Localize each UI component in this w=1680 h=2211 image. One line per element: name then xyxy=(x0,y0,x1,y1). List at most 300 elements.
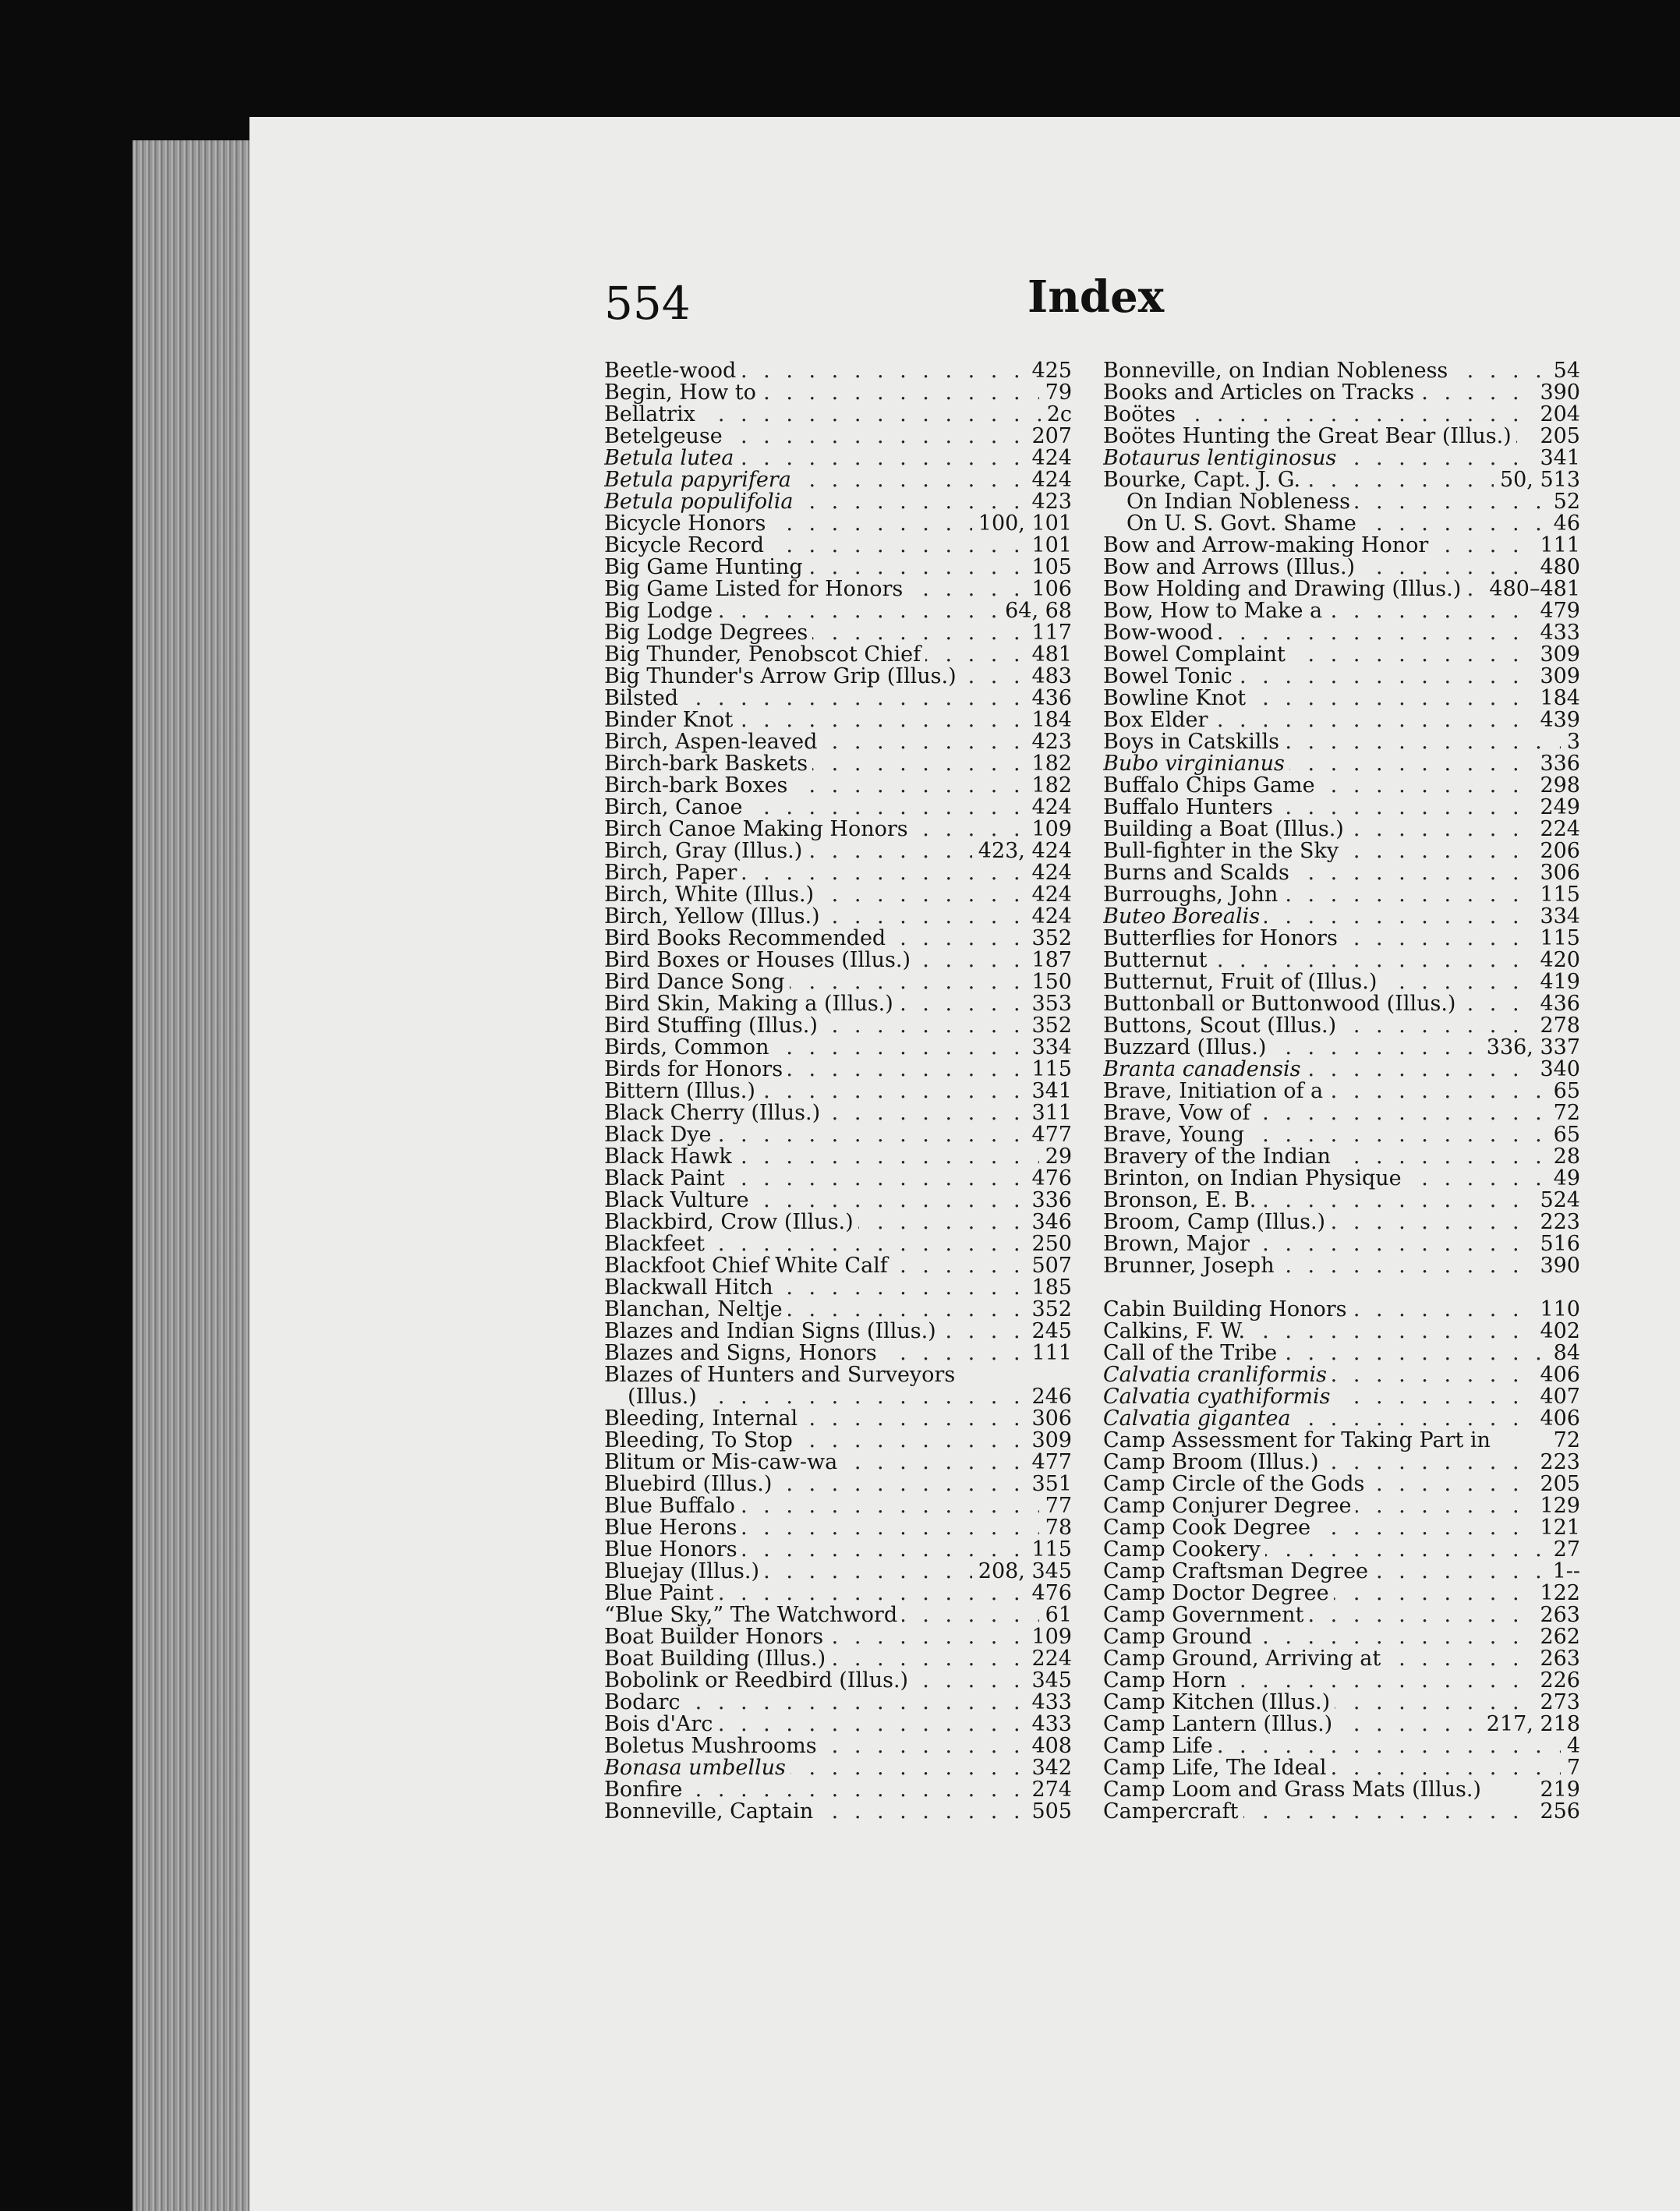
index-pages: 72 xyxy=(1547,1430,1580,1452)
index-term: Bonfire xyxy=(604,1779,687,1801)
index-term: Bodarc xyxy=(604,1692,685,1714)
index-term: Boat Building (Illus.) xyxy=(604,1648,830,1670)
index-entry xyxy=(604,513,1072,535)
index-pages: 476 xyxy=(1025,1583,1072,1604)
index-pages: 185 xyxy=(1025,1277,1072,1299)
index-entry xyxy=(604,775,1072,797)
index-term: Camp Lantern (Illus.) xyxy=(1103,1714,1337,1735)
index-entry xyxy=(1103,1299,1580,1321)
index-entry xyxy=(604,1626,1072,1648)
index-entry xyxy=(604,819,1072,840)
index-entry xyxy=(1103,1626,1580,1648)
index-pages: 352 xyxy=(1025,1015,1072,1037)
index-term: Blue Paint xyxy=(604,1583,718,1604)
index-entry xyxy=(604,1102,1072,1124)
index-term: Black Vulture xyxy=(604,1190,754,1212)
index-entry xyxy=(604,840,1072,862)
index-term: Bowel Complaint xyxy=(1103,644,1290,666)
index-pages: 115 xyxy=(1533,928,1580,950)
index-entry xyxy=(604,1321,1072,1343)
book-page-edge xyxy=(133,140,257,2211)
index-pages: 423 xyxy=(1025,731,1072,753)
index-term: Camp Broom (Illus.) xyxy=(1103,1452,1324,1473)
index-entry xyxy=(1103,1604,1580,1626)
index-entry xyxy=(1103,1386,1580,1408)
index-term: Bird Skin, Making a (Illus.) xyxy=(604,993,898,1015)
index-term: Butternut xyxy=(1103,950,1211,971)
index-term: Birch-bark Boxes xyxy=(604,775,792,797)
index-term: Betula populifolia xyxy=(604,491,798,513)
index-entry xyxy=(604,906,1072,928)
index-pages: 219 xyxy=(1533,1779,1580,1801)
index-term: Big Lodge xyxy=(604,600,717,622)
index-term: Bull-fighter in the Sky xyxy=(1103,840,1343,862)
index-pages: 483 xyxy=(1025,666,1072,688)
index-term: Cabin Building Honors xyxy=(1103,1299,1352,1321)
index-term: Campercraft xyxy=(1103,1801,1243,1823)
index-pages: 184 xyxy=(1533,688,1580,709)
index-pages: 479 xyxy=(1533,600,1580,622)
index-entry xyxy=(1103,1561,1580,1583)
index-entry xyxy=(604,884,1072,906)
index-term: Bicycle Record xyxy=(604,535,769,557)
index-term: Birds for Honors xyxy=(604,1059,787,1081)
index-term: Blackwall Hitch xyxy=(604,1277,778,1299)
index-pages: 208, 345 xyxy=(972,1561,1072,1583)
index-entry xyxy=(1103,1430,1580,1452)
index-pages: 352 xyxy=(1025,1299,1072,1321)
index-entry xyxy=(1103,1583,1580,1604)
index-term: Blanchan, Neltje xyxy=(604,1299,787,1321)
index-pages: 224 xyxy=(1025,1648,1072,1670)
index-term: Camp Loom and Grass Mats (Illus.) xyxy=(1103,1779,1486,1801)
index-pages: 334 xyxy=(1533,906,1580,928)
index-term: Camp Life, The Ideal xyxy=(1103,1757,1332,1779)
index-term: Birch-bark Baskets xyxy=(604,753,812,775)
index-term: Calkins, F. W. xyxy=(1103,1321,1250,1343)
index-pages: 150 xyxy=(1025,971,1072,993)
index-entry xyxy=(604,600,1072,622)
index-entry xyxy=(604,688,1072,709)
index-pages: 345 xyxy=(1025,1670,1072,1692)
page-number: 554 xyxy=(604,277,691,330)
index-entry xyxy=(1103,513,1580,535)
index-pages: 29 xyxy=(1039,1146,1072,1168)
index-term: Brunner, Joseph xyxy=(1103,1255,1279,1277)
index-entry xyxy=(1103,535,1580,557)
index-pages: 109 xyxy=(1025,1626,1072,1648)
index-entry xyxy=(1103,404,1580,426)
index-term: Bow, How to Make a xyxy=(1103,600,1327,622)
index-term: Blue Honors xyxy=(604,1539,742,1561)
index-term: Camp Craftsman Degree xyxy=(1103,1561,1373,1583)
index-term: Birch, White (Illus.) xyxy=(604,884,819,906)
index-pages: 262 xyxy=(1533,1626,1580,1648)
index-term: Camp Assessment for Taking Part in xyxy=(1103,1430,1495,1452)
index-pages: 224 xyxy=(1533,819,1580,840)
index-pages: 223 xyxy=(1533,1212,1580,1233)
index-entry xyxy=(604,1692,1072,1714)
index-term: Camp Kitchen (Illus.) xyxy=(1103,1692,1335,1714)
index-entry xyxy=(604,1779,1072,1801)
index-pages: 49 xyxy=(1547,1168,1580,1190)
index-entry xyxy=(1103,819,1580,840)
index-term: Burroughs, John xyxy=(1103,884,1282,906)
index-term: Betelgeuse xyxy=(604,426,727,448)
index-term: Birch, Aspen-leaved xyxy=(604,731,822,753)
index-pages: 263 xyxy=(1533,1648,1580,1670)
index-entry xyxy=(1103,1168,1580,1190)
index-entry xyxy=(604,360,1072,382)
index-entry xyxy=(604,1648,1072,1670)
index-entry xyxy=(1103,1015,1580,1037)
index-term: Buttons, Scout (Illus.) xyxy=(1103,1015,1341,1037)
index-term: Boötes xyxy=(1103,404,1180,426)
index-pages: 480–481 xyxy=(1483,578,1580,600)
index-entry xyxy=(604,1015,1072,1037)
index-pages: 205 xyxy=(1533,1473,1580,1495)
index-entry xyxy=(604,644,1072,666)
index-term: Books and Articles on Tracks xyxy=(1103,382,1419,404)
index-pages: 477 xyxy=(1025,1124,1072,1146)
index-pages: 336, 337 xyxy=(1480,1037,1580,1059)
index-pages: 341 xyxy=(1025,1081,1072,1102)
index-term: Camp Conjurer Degree xyxy=(1103,1495,1356,1517)
index-pages: 79 xyxy=(1039,382,1072,404)
index-entry xyxy=(1103,1146,1580,1168)
index-entry xyxy=(604,1757,1072,1779)
index-term: Bronson, E. B. xyxy=(1103,1190,1261,1212)
index-term: Camp Life xyxy=(1103,1735,1218,1757)
index-term: Bow Holding and Drawing (Illus.) xyxy=(1103,578,1466,600)
index-term: Blitum or Mis-caw-wa xyxy=(604,1452,842,1473)
index-term: Birch Canoe Making Honors xyxy=(604,819,913,840)
index-pages: 61 xyxy=(1039,1604,1072,1626)
index-entry xyxy=(604,731,1072,753)
index-pages: 436 xyxy=(1025,688,1072,709)
index-pages: 117 xyxy=(1025,622,1072,644)
index-term: Beetle-wood xyxy=(604,360,741,382)
index-entry xyxy=(1103,1692,1580,1714)
index-term: Bird Stuffing (Illus.) xyxy=(604,1015,822,1037)
index-term: Bubo virginianus xyxy=(1103,753,1289,775)
index-term: Bluejay (Illus.) xyxy=(604,1561,764,1583)
index-term: Buffalo Chips Game xyxy=(1103,775,1320,797)
index-entry xyxy=(604,1495,1072,1517)
index-entry xyxy=(1103,1473,1580,1495)
index-term: Bonasa umbellus xyxy=(604,1757,790,1779)
index-term: Boletus Mushrooms xyxy=(604,1735,822,1757)
index-pages: 505 xyxy=(1025,1801,1072,1823)
index-pages: 111 xyxy=(1533,535,1580,557)
index-entry xyxy=(604,1517,1072,1539)
index-term: Big Thunder's Arrow Grip (Illus.) xyxy=(604,666,961,688)
index-pages: 65 xyxy=(1547,1124,1580,1146)
index-pages: 408 xyxy=(1025,1735,1072,1757)
index-pages: 340 xyxy=(1533,1059,1580,1081)
index-entry xyxy=(604,666,1072,688)
index-entry xyxy=(604,1059,1072,1081)
index-entry xyxy=(1103,360,1580,382)
index-entry xyxy=(1103,906,1580,928)
index-term: Bonneville, on Indian Nobleness xyxy=(1103,360,1452,382)
index-pages: 433 xyxy=(1533,622,1580,644)
index-entry xyxy=(604,1343,1072,1364)
index-entry xyxy=(1103,557,1580,578)
index-term: Blazes and Signs, Honors xyxy=(604,1343,882,1364)
index-pages: 115 xyxy=(1533,884,1580,906)
index-pages: 1-- xyxy=(1547,1561,1580,1583)
index-pages: 274 xyxy=(1025,1779,1072,1801)
index-entry xyxy=(604,1408,1072,1430)
index-pages: 309 xyxy=(1025,1430,1072,1452)
index-term: Camp Cookery xyxy=(1103,1539,1265,1561)
index-pages: 84 xyxy=(1547,1343,1580,1364)
index-pages: 64, 68 xyxy=(999,600,1072,622)
index-pages: 72 xyxy=(1547,1102,1580,1124)
index-pages: 27 xyxy=(1547,1539,1580,1561)
index-entry xyxy=(604,404,1072,426)
index-pages: 111 xyxy=(1025,1343,1072,1364)
index-entry xyxy=(604,448,1072,469)
index-entry xyxy=(604,1037,1072,1059)
index-term: Birch, Gray (Illus.) xyxy=(604,840,807,862)
index-entry xyxy=(604,797,1072,819)
index-pages: 249 xyxy=(1533,797,1580,819)
index-pages: 311 xyxy=(1025,1102,1072,1124)
index-pages: 439 xyxy=(1533,709,1580,731)
index-pages: 424 xyxy=(1025,448,1072,469)
index-term: Birch, Paper xyxy=(604,862,741,884)
index-pages: 78 xyxy=(1039,1517,1072,1539)
index-pages: 115 xyxy=(1025,1059,1072,1081)
index-entry xyxy=(604,753,1072,775)
index-entry xyxy=(1103,840,1580,862)
index-entry xyxy=(1103,644,1580,666)
index-entry xyxy=(1103,775,1580,797)
index-pages: 77 xyxy=(1039,1495,1072,1517)
index-term: Brave, Vow of xyxy=(1103,1102,1254,1124)
index-pages: 390 xyxy=(1533,382,1580,404)
index-pages: 524 xyxy=(1533,1190,1580,1212)
index-term: Binder Knot xyxy=(604,709,737,731)
index-term: Bois d'Arc xyxy=(604,1714,717,1735)
index-entry xyxy=(1103,1670,1580,1692)
index-term: Butterflies for Honors xyxy=(1103,928,1342,950)
index-entry xyxy=(1103,448,1580,469)
index-term: Buzzard (Illus.) xyxy=(1103,1037,1271,1059)
index-entry xyxy=(1103,1735,1580,1757)
index-term: Bleeding, Internal xyxy=(604,1408,802,1430)
index-pages: 28 xyxy=(1547,1146,1580,1168)
index-pages: 309 xyxy=(1533,666,1580,688)
index-pages: 278 xyxy=(1533,1015,1580,1037)
index-term: Big Game Listed for Honors xyxy=(604,578,907,600)
index-pages: 207 xyxy=(1025,426,1072,448)
index-pages: 424 xyxy=(1025,862,1072,884)
index-entry xyxy=(1103,1452,1580,1473)
index-pages: 346 xyxy=(1025,1212,1072,1233)
index-entry xyxy=(1103,1539,1580,1561)
index-entry xyxy=(604,1386,1072,1408)
index-pages: 306 xyxy=(1533,862,1580,884)
index-term: Boötes Hunting the Great Bear (Illus.) xyxy=(1103,426,1516,448)
index-entry xyxy=(604,709,1072,731)
index-term: Bilsted xyxy=(604,688,683,709)
index-pages: 46 xyxy=(1547,513,1580,535)
index-pages: 390 xyxy=(1533,1255,1580,1277)
index-pages: 182 xyxy=(1025,775,1072,797)
index-term: Birch, Yellow (Illus.) xyxy=(604,906,825,928)
index-entry xyxy=(604,950,1072,971)
index-entry xyxy=(1103,1757,1580,1779)
index-entry xyxy=(604,1146,1072,1168)
index-pages: 406 xyxy=(1533,1364,1580,1386)
index-pages: 3 xyxy=(1561,731,1580,753)
index-entry xyxy=(1103,884,1580,906)
index-pages: 424 xyxy=(1025,469,1072,491)
index-entry xyxy=(1103,709,1580,731)
index-term: Buteo Borealis xyxy=(1103,906,1264,928)
index-term: Broom, Camp (Illus.) xyxy=(1103,1212,1330,1233)
index-pages: 351 xyxy=(1025,1473,1072,1495)
index-term: Blackfoot Chief White Calf xyxy=(604,1255,893,1277)
index-pages: 342 xyxy=(1025,1757,1072,1779)
index-entry xyxy=(1103,1081,1580,1102)
index-pages: 336 xyxy=(1533,753,1580,775)
index-entry xyxy=(604,1670,1072,1692)
index-pages: 507 xyxy=(1025,1255,1072,1277)
index-entry xyxy=(604,622,1072,644)
index-entry xyxy=(604,1735,1072,1757)
index-pages: 121 xyxy=(1533,1517,1580,1539)
index-term: Blazes of Hunters and Surveyors xyxy=(604,1364,960,1386)
index-term: Blue Herons xyxy=(604,1517,741,1539)
index-entry xyxy=(604,491,1072,513)
index-pages: 226 xyxy=(1533,1670,1580,1692)
index-entry xyxy=(1103,1495,1580,1517)
index-entry xyxy=(1103,469,1580,491)
index-term: Bravery of the Indian xyxy=(1103,1146,1335,1168)
index-entry xyxy=(604,426,1072,448)
index-term: Betula lutea xyxy=(604,448,738,469)
index-term: Big Lodge Degrees xyxy=(604,622,812,644)
index-term: Blackbird, Crow (Illus.) xyxy=(604,1212,858,1233)
index-pages: 187 xyxy=(1025,950,1072,971)
index-pages: 352 xyxy=(1025,928,1072,950)
index-term: Big Thunder, Penobscot Chief xyxy=(604,644,925,666)
index-entry xyxy=(1103,1801,1580,1823)
index-term: Calvatia gigantea xyxy=(1103,1408,1296,1430)
index-entry xyxy=(1103,491,1580,513)
index-term: Bow and Arrow-making Honor xyxy=(1103,535,1433,557)
index-pages: 52 xyxy=(1547,491,1580,513)
index-pages: 336 xyxy=(1025,1190,1072,1212)
index-entry xyxy=(1103,928,1580,950)
index-pages: 50, 513 xyxy=(1494,469,1580,491)
index-entry xyxy=(604,1583,1072,1604)
index-column-right xyxy=(1103,360,1580,1823)
index-entry xyxy=(1103,1124,1580,1146)
index-pages: 263 xyxy=(1533,1604,1580,1626)
index-term: Burns and Scalds xyxy=(1103,862,1294,884)
index-entry xyxy=(1103,666,1580,688)
index-entry xyxy=(604,993,1072,1015)
index-pages: 256 xyxy=(1533,1801,1580,1823)
index-term: Bowel Tonic xyxy=(1103,666,1237,688)
index-entry xyxy=(604,1168,1072,1190)
index-term: Black Cherry (Illus.) xyxy=(604,1102,825,1124)
index-pages: 250 xyxy=(1025,1233,1072,1255)
index-term: Brave, Young xyxy=(1103,1124,1249,1146)
index-entry xyxy=(1103,1190,1580,1212)
index-pages: 122 xyxy=(1533,1583,1580,1604)
index-pages: 309 xyxy=(1533,644,1580,666)
index-entry xyxy=(604,1604,1072,1626)
index-entry xyxy=(1103,1212,1580,1233)
index-pages: 2c xyxy=(1041,404,1072,426)
index-term: Camp Government xyxy=(1103,1604,1308,1626)
index-entry xyxy=(1103,731,1580,753)
index-pages: 205 xyxy=(1533,426,1580,448)
index-pages: 129 xyxy=(1533,1495,1580,1517)
index-pages: 481 xyxy=(1025,644,1072,666)
index-term: Camp Circle of the Gods xyxy=(1103,1473,1369,1495)
index-term: On U. S. Govt. Shame xyxy=(1103,513,1361,535)
index-pages: 424 xyxy=(1025,797,1072,819)
index-entry xyxy=(604,557,1072,578)
index-term: Botaurus lentiginosus xyxy=(1103,448,1341,469)
index-term: “Blue Sky,” The Watchword xyxy=(604,1604,902,1626)
index-entry xyxy=(604,1299,1072,1321)
index-entry xyxy=(1103,1779,1580,1801)
index-entry xyxy=(604,1714,1072,1735)
index-entry xyxy=(1103,578,1580,600)
index-pages: 423, 424 xyxy=(972,840,1072,862)
index-entry xyxy=(1103,1364,1580,1386)
index-pages: 423 xyxy=(1025,491,1072,513)
index-entry xyxy=(604,1539,1072,1561)
index-entry xyxy=(1103,753,1580,775)
index-term: Bow-wood xyxy=(1103,622,1218,644)
index-entry xyxy=(604,1081,1072,1102)
index-pages: 100, 101 xyxy=(972,513,1072,535)
index-term: Boat Builder Honors xyxy=(604,1626,828,1648)
index-term: Betula papyrifera xyxy=(604,469,796,491)
index-term: Boys in Catskills xyxy=(1103,731,1284,753)
index-term: Brave, Initiation of a xyxy=(1103,1081,1328,1102)
index-term: On Indian Nobleness xyxy=(1103,491,1355,513)
index-entry xyxy=(1103,1714,1580,1735)
index-term: Buffalo Hunters xyxy=(1103,797,1278,819)
index-entry xyxy=(1103,1233,1580,1255)
index-entry xyxy=(604,1561,1072,1583)
index-entry xyxy=(1103,993,1580,1015)
index-term: Branta canadensis xyxy=(1103,1059,1305,1081)
index-term: Bourke, Capt. J. G. xyxy=(1103,469,1305,491)
index-pages: 206 xyxy=(1533,840,1580,862)
index-pages: 334 xyxy=(1025,1037,1072,1059)
index-term: Bonneville, Captain xyxy=(604,1801,818,1823)
index-pages: 476 xyxy=(1025,1168,1072,1190)
index-term: Calvatia cyathiformis xyxy=(1103,1386,1335,1408)
index-entry xyxy=(1103,1648,1580,1670)
index-term: Brinton, on Indian Physique xyxy=(1103,1168,1406,1190)
index-entry xyxy=(604,1801,1072,1823)
index-pages: 306 xyxy=(1025,1408,1072,1430)
index-pages: 182 xyxy=(1025,753,1072,775)
index-entry xyxy=(604,535,1072,557)
